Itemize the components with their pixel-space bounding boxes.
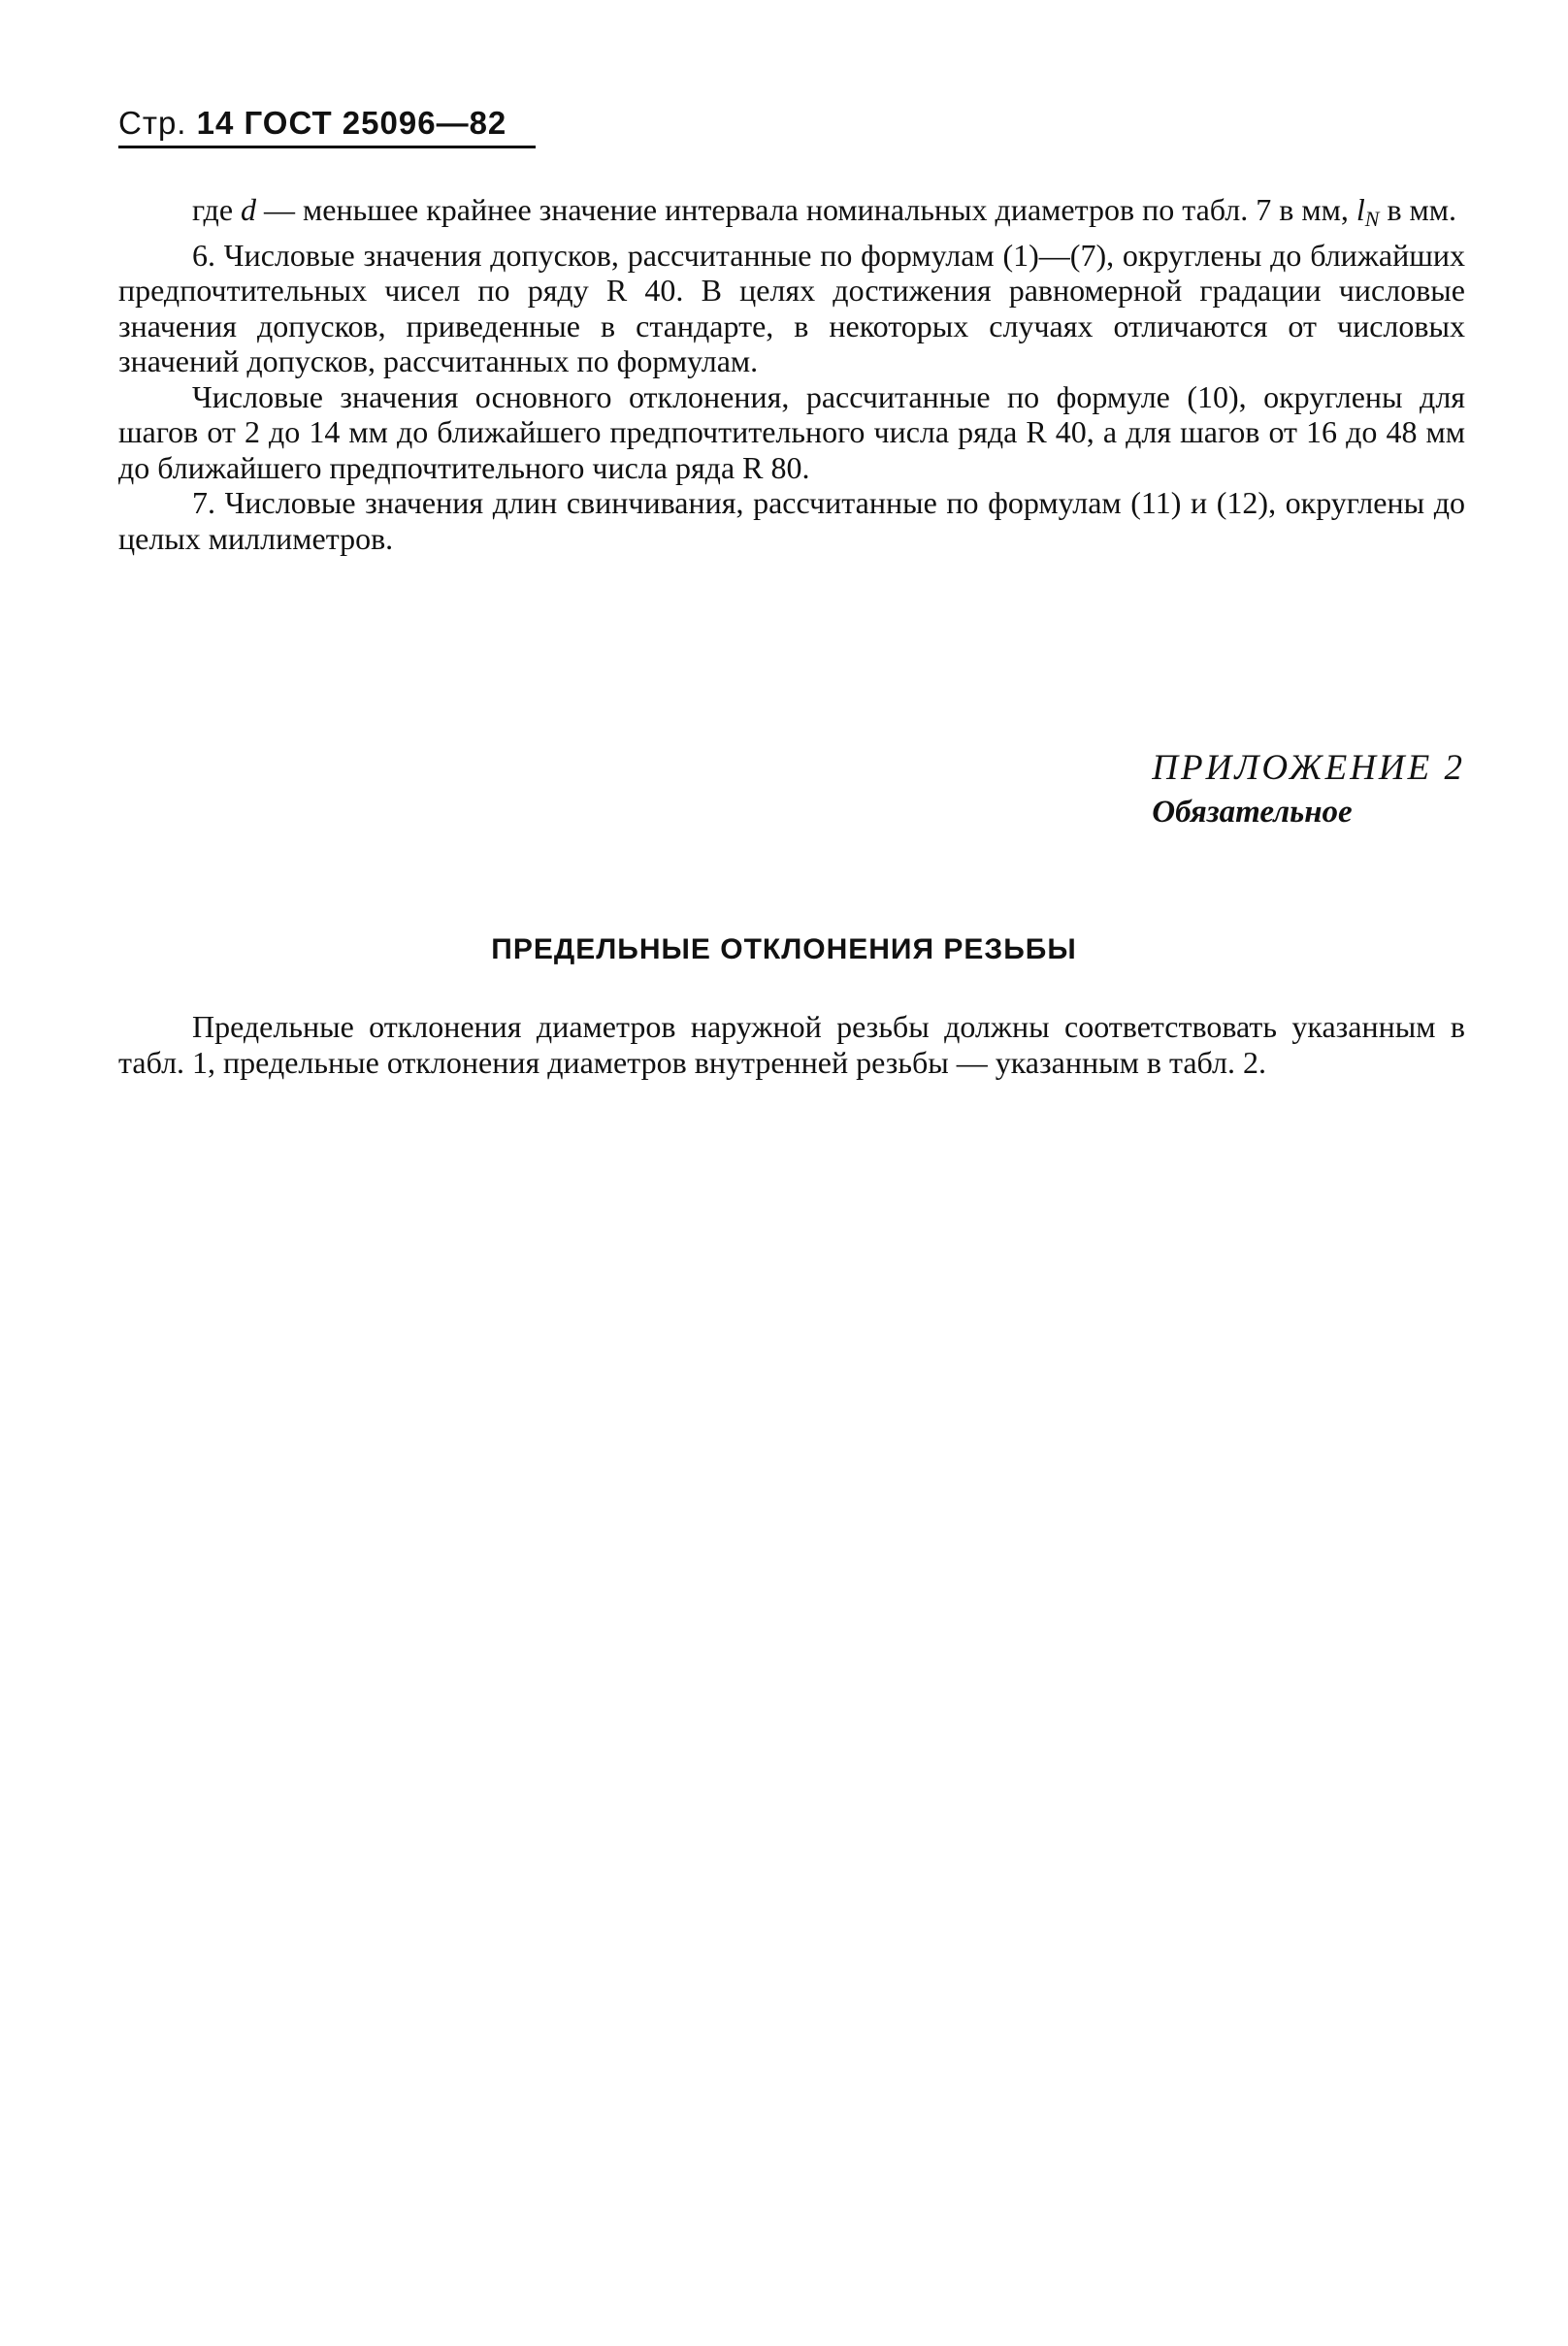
appendix-title: ПРИЛОЖЕНИЕ 2	[1152, 748, 1465, 788]
standard-designation: ГОСТ 25096—82	[244, 105, 507, 141]
paragraph-where-d	[118, 192, 1465, 238]
running-head	[118, 105, 536, 148]
paragraph-deviation-rounding: Числовые значения основного отклонения, рассчитанные по формуле (10), округлены для шагов от 2 до 14 мм до ближайшего предпочтительного числа ряда R 40, а для шагов от 16 до 48 мм до ближайшего предпочтительного числа ряда R 80.	[118, 378, 1465, 485]
paragraph-6: 6. Числовые значения допусков, рассчитанные по формулам (1)—(7), округлены до ближайших предпочтительных чисел по ряду R 40. В целях достижения равномерной градации числовые значения допусков, приведенные в стандарте, в некоторых случаях отличаются от числовых значений допусков, рассчитанных по формулам.	[118, 237, 1465, 378]
text-span: в мм.	[1379, 192, 1457, 227]
appendix-subtitle: Обязательное	[1152, 795, 1353, 830]
text-span: — меньшее крайнее значение интервала номинальных диаметров по табл. 7 в мм,	[256, 192, 1356, 227]
page-label: Стр.	[118, 105, 187, 141]
section-heading: ПРЕДЕЛЬНЫЕ ОТКЛОНЕНИЯ РЕЗЬБЫ	[491, 933, 1077, 965]
text-span: где	[192, 192, 242, 227]
paragraph-7: 7. Числовые значения длин свинчивания, рассчитанные по формулам (11) и (12), округлены до целых миллиметров.	[118, 485, 1465, 556]
paragraph-limit-deviations: Предельные отклонения диаметров наружной резьбы должны соответствовать указанным в табл. 1, предельные отклонения диаметров внутренней резьбы — указанным в табл. 2.	[118, 1009, 1465, 1080]
page-number: 14	[196, 105, 235, 141]
subscript-n: N	[1364, 207, 1380, 231]
symbol-d: d	[241, 192, 257, 227]
formula-notes-section	[118, 192, 1465, 556]
appendix-label	[1152, 747, 1465, 831]
limit-deviations-section	[118, 1009, 1465, 1080]
header-rule	[118, 146, 536, 148]
symbol-l: l	[1356, 192, 1365, 227]
